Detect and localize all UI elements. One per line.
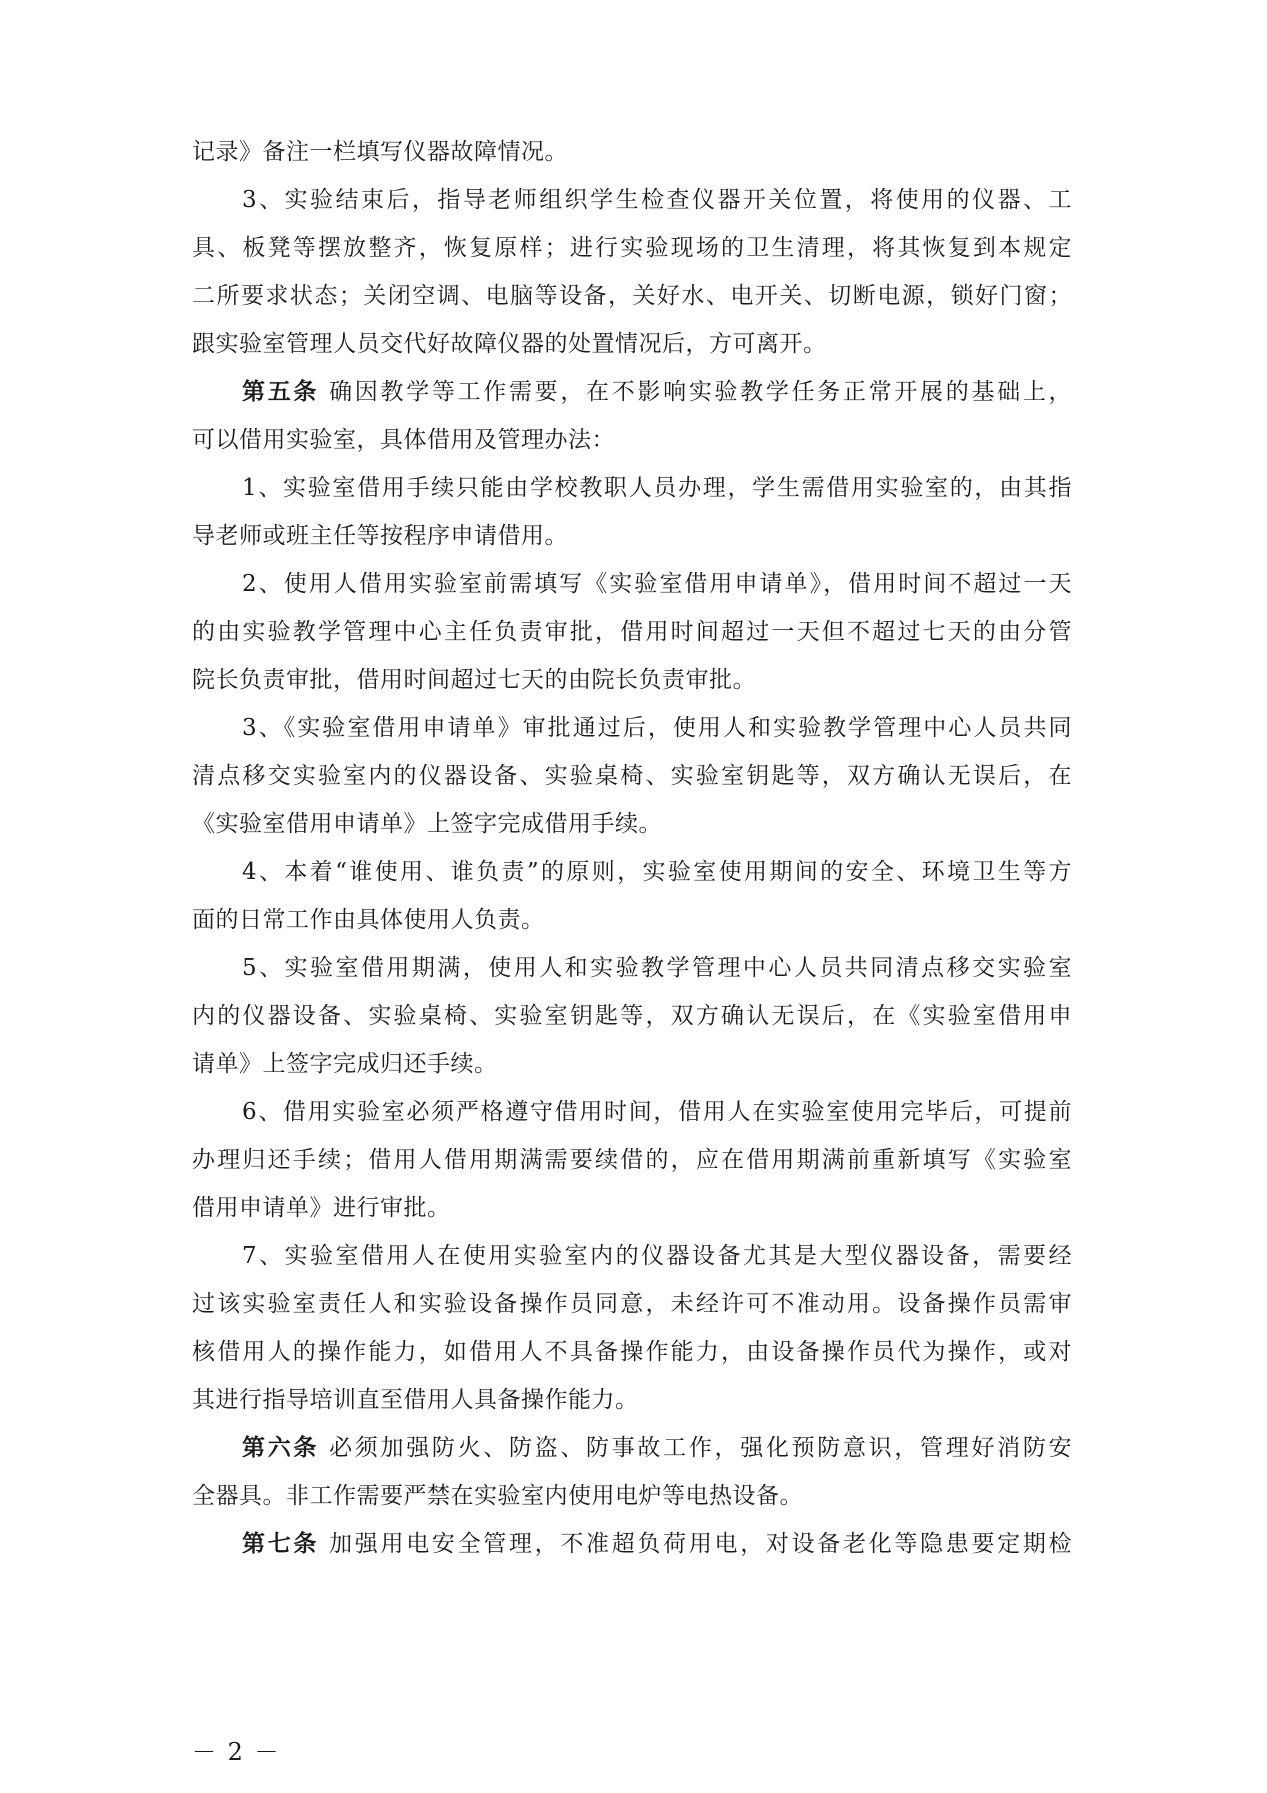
paragraph-line: 办理归还手续；借用人借用期满需要续借的，应在借用期满前重新填写《实验室 <box>192 1147 1072 1173</box>
paragraph-line: 过该实验室责任人和实验设备操作员同意，未经许可不准动用。设备操作员需审 <box>192 1291 1072 1317</box>
paragraph-line: 跟实验室管理人员交代好故障仪器的处置情况后，方可离开。 <box>192 331 827 357</box>
paragraph-line: 清点移交实验室内的仪器设备、实验桌椅、实验室钥匙等，双方确认无误后，在 <box>192 763 1072 789</box>
paragraph-line: 7、实验室借用人在使用实验室内的仪器设备尤其是大型仪器设备，需要经 <box>242 1243 1072 1269</box>
paragraph-line: 6、借用实验室必须严格遵守借用时间，借用人在实验室使用完毕后，可提前 <box>242 1099 1072 1125</box>
paragraph-line: 3、《实验室借用申请单》审批通过后，使用人和实验教学管理中心人员共同 <box>242 715 1072 741</box>
paragraph-line: 面的日常工作由具体使用人负责。 <box>192 907 545 933</box>
paragraph-line: 借用申请单》进行审批。 <box>192 1195 451 1221</box>
article-5-line: 第五条 确因教学等工作需要，在不影响实验教学任务正常开展的基础上， <box>242 379 1072 405</box>
paragraph-line: 导老师或班主任等按程序申请借用。 <box>192 523 568 549</box>
paragraph-line: 记录》备注一栏填写仪器故障情况。 <box>192 139 568 165</box>
paragraph-line: 可以借用实验室，具体借用及管理办法： <box>192 427 615 453</box>
paragraph-line: 院长负责审批，借用时间超过七天的由院长负责审批。 <box>192 667 756 693</box>
article-heading: 第六条 <box>242 1435 320 1461</box>
paragraph-line: 的由实验教学管理中心主任负责审批，借用时间超过一天但不超过七天的由分管 <box>192 619 1072 645</box>
paragraph-line: 1、实验室借用手续只能由学校教职人员办理，学生需借用实验室的，由其指 <box>242 475 1072 501</box>
article-heading: 第七条 <box>242 1531 320 1557</box>
paragraph-line: 内的仪器设备、实验桌椅、实验室钥匙等，双方确认无误后，在《实验室借用申 <box>192 1003 1072 1029</box>
paragraph-line: 4、本着“谁使用、谁负责”的原则，实验室使用期间的安全、环境卫生等方 <box>242 859 1072 885</box>
paragraph-line: 5、实验室借用期满，使用人和实验教学管理中心人员共同清点移交实验室 <box>242 955 1072 981</box>
article-heading: 第五条 <box>242 379 320 405</box>
paragraph-line: 2、使用人借用实验室前需填写《实验室借用申请单》，借用时间不超过一天 <box>242 571 1072 597</box>
paragraph-line: 其进行指导培训直至借用人具备操作能力。 <box>192 1387 639 1413</box>
paragraph-line: 全器具。非工作需要严禁在实验室内使用电炉等电热设备。 <box>192 1483 803 1509</box>
paragraph-line: 二所要求状态；关闭空调、电脑等设备，关好水、电开关、切断电源，锁好门窗； <box>192 283 1072 309</box>
paragraph-line: 请单》上签字完成归还手续。 <box>192 1051 498 1077</box>
article-7-line: 第七条 加强用电安全管理，不准超负荷用电，对设备老化等隐患要定期检 <box>242 1531 1072 1557</box>
page-number: － 2 － <box>192 1738 281 1766</box>
paragraph-line: 核借用人的操作能力，如借用人不具备操作能力，由设备操作员代为操作，或对 <box>192 1339 1072 1365</box>
paragraph-line: 具、板凳等摆放整齐，恢复原样；进行实验现场的卫生清理，将其恢复到本规定 <box>192 235 1072 261</box>
paragraph-line: 3、实验结束后，指导老师组织学生检查仪器开关位置，将使用的仪器、工 <box>242 187 1072 213</box>
paragraph-line: 《实验室借用申请单》上签字完成借用手续。 <box>192 811 662 837</box>
article-6-line: 第六条 必须加强防火、防盗、防事故工作，强化预防意识，管理好消防安 <box>242 1435 1072 1461</box>
